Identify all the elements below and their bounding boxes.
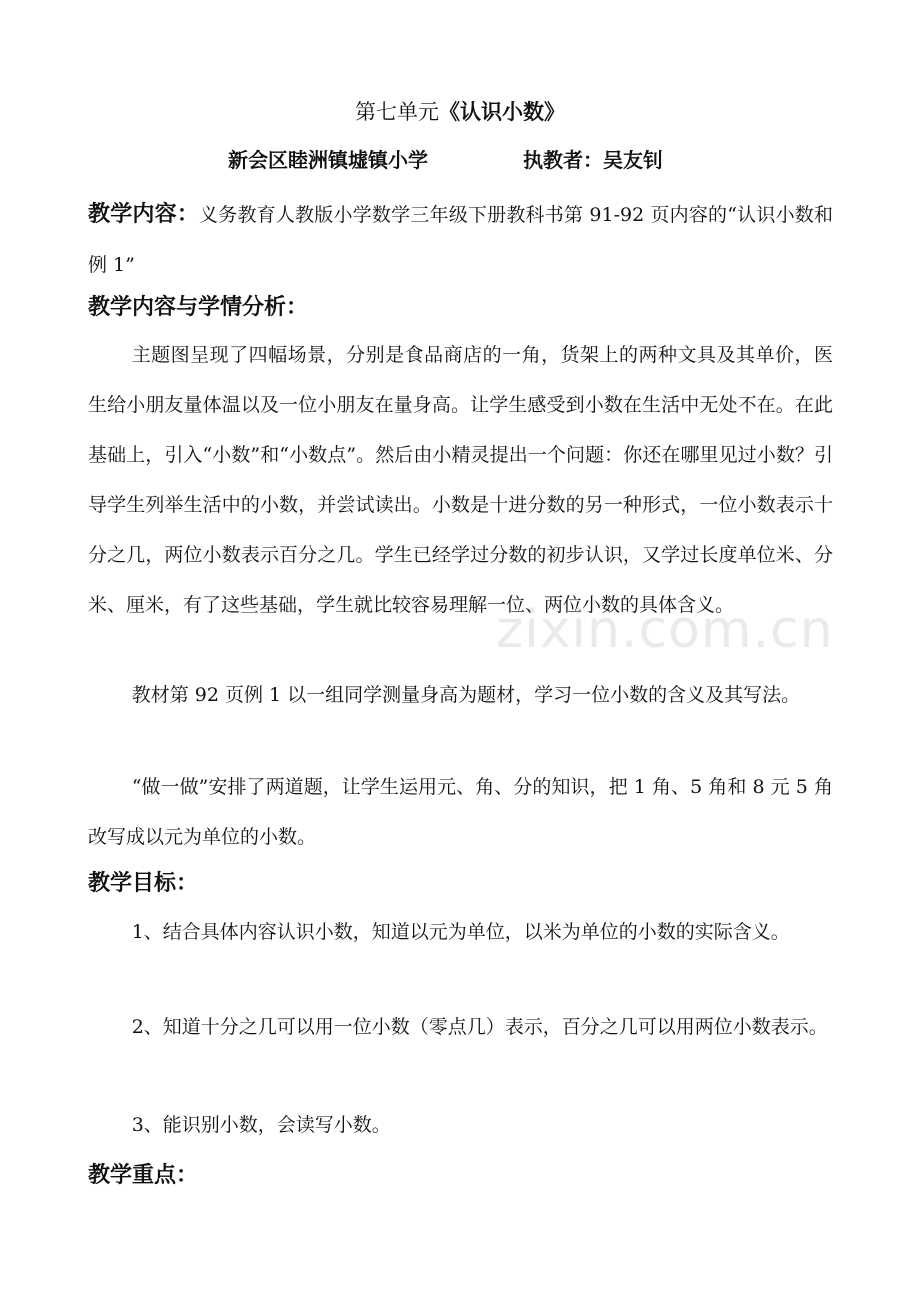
title-unit: 第七单元 <box>355 100 439 124</box>
content-label: 教学内容： <box>88 202 200 227</box>
byline <box>228 144 663 176</box>
key-points-heading: 教学重点： <box>88 1163 199 1188</box>
school-name: 新会区睦洲镇墟镇小学 <box>228 148 428 172</box>
goal-item-3: 3、能识别小数，会读写小数。 <box>131 1114 391 1136</box>
goals-heading: 教学目标： <box>88 871 199 896</box>
goal-item-2: 2、知道十分之几可以用一位小数（零点几）表示，百分之几可以用两位小数表示。 <box>131 1016 828 1038</box>
teacher-name: 执教者：吴友钊 <box>523 148 663 172</box>
goal-item-1: 1、结合具体内容认识小数，知道以元为单位，以米为单位的小数的实际含义。 <box>131 921 790 943</box>
analysis-heading: 教学内容与学情分析： <box>88 295 309 320</box>
content-text: 义务教育人教版小学数学三年级下册教科书第 91-92 页内容的“认识小数和例 1” <box>88 204 833 276</box>
document-title <box>0 96 920 128</box>
analysis-paragraph-1: 主题图呈现了四幅场景，分别是食品商店的一角，货架上的两种文具及其单价，医生给小朋友量体温以及一位小朋友在量身高。让学生感受到小数在生活中无处不在。在此基础上，引入“小数”和“小数点”。然后由小精灵提出一个问题：你还在哪里见过小数？引导学生列举生活中的小数，并尝试读出。小数是十进分数的另一种形式，一位小数表示十分之几，两位小数表示百分之几。学生已经学过分数的初步认识，又学过长度单位米、分米、厘米，有了这些基础，学生就比较容易理解一位、两位小数的具体含义。 <box>88 344 833 616</box>
content-paragraph <box>88 190 833 290</box>
analysis-paragraph-3: “做一做”安排了两道题，让学生运用元、角、分的知识，把 1 角、5 角和 8 元 5 角改写成以元为单位的小数。 <box>88 776 833 848</box>
analysis-paragraph-2: 教材第 92 页例 1 以一组同学测量身高为题材，学习一位小数的含义及其写法。 <box>131 684 801 706</box>
title-book: 《认识小数》 <box>439 99 565 124</box>
watermark: zixin.com.cn <box>496 600 834 660</box>
